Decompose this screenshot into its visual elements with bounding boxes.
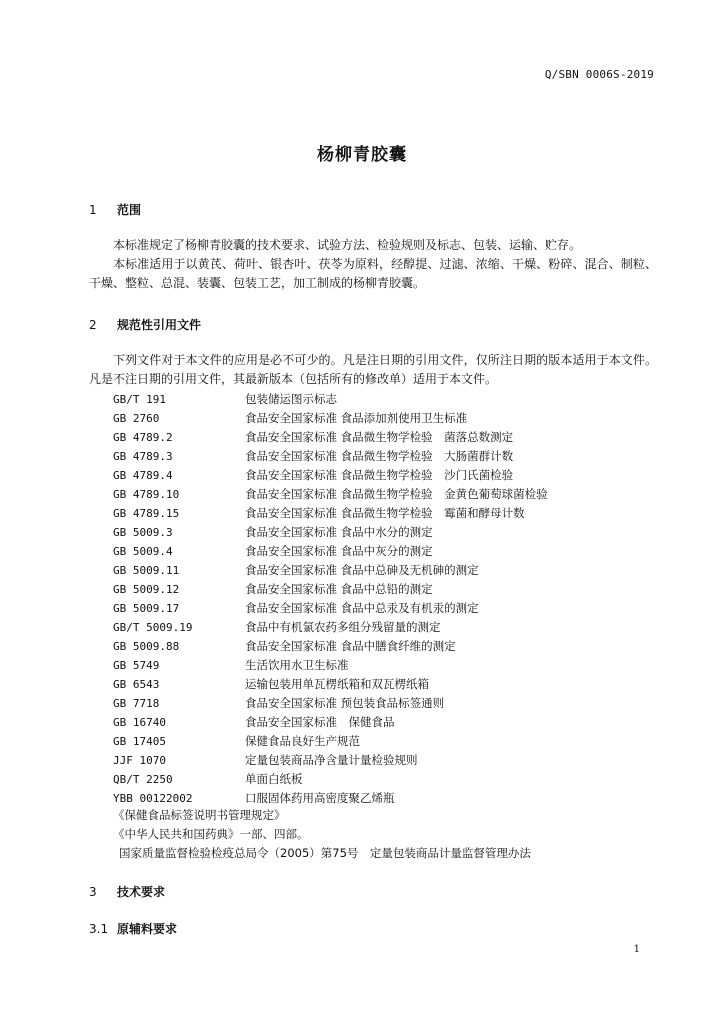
- normative-intro-paragraph: 下列文件对于本文件的应用是必不可少的。凡是注日期的引用文件，仅所注日期的版本适用于本文件。凡是不注日期的引用文件，其最新版本（包括所有的修改单）适用于本文件。: [89, 353, 657, 386]
- additional-reference-item: 《保健食品标签说明书管理规定》: [113, 808, 286, 822]
- reference-title: 食品安全国家标准 食品中总砷及无机砷的测定: [245, 563, 479, 577]
- reference-code: JJF 1070: [113, 754, 166, 767]
- section-title: 范围: [117, 203, 142, 217]
- reference-title: 食品安全国家标准 食品中总铅的测定: [245, 582, 433, 596]
- reference-code: GB 4789.10: [113, 488, 180, 501]
- reference-title: 食品安全国家标准 食品微生物学检验 霉菌和酵母计数: [245, 506, 525, 520]
- section-number: 3: [89, 885, 97, 899]
- reference-code: GB 17405: [113, 735, 166, 748]
- section-number: 2: [89, 318, 97, 332]
- section-heading-technical-requirements: [89, 883, 165, 900]
- section-number: 1: [89, 203, 97, 217]
- reference-item: [113, 523, 653, 542]
- page-number: 1: [633, 944, 640, 955]
- reference-item: [113, 770, 653, 789]
- reference-code: GB/T 5009.19: [113, 621, 193, 634]
- reference-item: [113, 618, 653, 637]
- scope-paragraph: 本标准适用于以黄芪、荷叶、银杏叶、茯苓为原料，经醇提、过滤、浓缩、干燥、粉碎、混合、制粒、干燥、整粒、总混、装囊、包装工艺，加工制成的杨柳青胶囊。: [89, 257, 657, 290]
- reference-title: 口服固体药用高密度聚乙烯瓶: [245, 791, 395, 805]
- reference-title: 定量包装商品净含量计量检验规则: [245, 753, 418, 767]
- reference-item: [113, 542, 653, 561]
- reference-item: [113, 637, 653, 656]
- reference-item: [113, 732, 653, 751]
- additional-reference-item: 国家质量监督检验检疫总局令（2005）第75号 定量包装商品计量监督管理办法: [119, 846, 531, 860]
- reference-title: 食品安全国家标准 食品微生物学检验 沙门氏菌检验: [245, 468, 514, 482]
- reference-title: 运输包装用单瓦楞纸箱和双瓦楞纸箱: [245, 677, 429, 691]
- reference-item: [113, 751, 653, 770]
- reference-code: GB 5009.12: [113, 583, 180, 596]
- section-title: 技术要求: [117, 885, 166, 899]
- reference-title: 生活饮用水卫生标准: [245, 658, 349, 672]
- reference-code: GB 5009.17: [113, 602, 180, 615]
- additional-reference-item: 《中华人民共和国药典》一部、四部。: [113, 827, 309, 841]
- section-title: 原辅料要求: [117, 922, 178, 936]
- reference-title: 包装储运图示标志: [245, 392, 337, 406]
- reference-item: [113, 428, 653, 447]
- reference-code: GB 4789.15: [113, 507, 180, 520]
- scope-paragraph: 本标准规定了杨柳青胶囊的技术要求、试验方法、检验规则及标志、包装、运输、贮存。: [113, 238, 582, 252]
- reference-code: GB 2760: [113, 412, 160, 425]
- reference-code: QB/T 2250: [113, 773, 173, 786]
- reference-item: [113, 561, 653, 580]
- reference-item: [113, 656, 653, 675]
- reference-title: 食品安全国家标准 食品中水分的测定: [245, 525, 433, 539]
- reference-code: GB 16740: [113, 716, 166, 729]
- reference-item: [113, 713, 653, 732]
- reference-item: [113, 694, 653, 713]
- reference-title: 食品安全国家标准 食品添加剂使用卫生标准: [245, 411, 468, 425]
- section-heading-raw-materials: [89, 920, 177, 937]
- reference-code: GB 4789.4: [113, 469, 173, 482]
- reference-title: 食品安全国家标准 食品中总汞及有机汞的测定: [245, 601, 479, 615]
- reference-item: [113, 599, 653, 618]
- reference-title: 保健食品良好生产规范: [245, 734, 360, 748]
- document-code: Q/SBN 0006S-2019: [544, 68, 654, 81]
- reference-item: [113, 580, 653, 599]
- reference-title: 单面白纸板: [245, 772, 303, 786]
- reference-code: GB 7718: [113, 697, 160, 710]
- reference-title: 食品安全国家标准 食品微生物学检验 菌落总数测定: [245, 430, 514, 444]
- reference-item: [113, 390, 653, 409]
- additional-reference-list: [113, 806, 531, 863]
- reference-code: GB/T 191: [113, 393, 166, 406]
- reference-item: [113, 485, 653, 504]
- section-title: 规范性引用文件: [117, 318, 202, 332]
- reference-code: GB 4789.3: [113, 450, 173, 463]
- reference-title: 食品安全国家标准 预包装食品标签通则: [245, 696, 445, 710]
- reference-code: GB 6543: [113, 678, 160, 691]
- reference-code: GB 5009.11: [113, 564, 180, 577]
- reference-item: [113, 675, 653, 694]
- reference-title: 食品安全国家标准 食品微生物学检验 金黄色葡萄球菌检验: [245, 487, 548, 501]
- reference-code: GB 5009.4: [113, 545, 173, 558]
- document-title: 杨柳青胶囊: [317, 145, 407, 165]
- reference-code: GB 5009.88: [113, 640, 180, 653]
- reference-title: 食品安全国家标准 食品中灰分的测定: [245, 544, 433, 558]
- reference-code: YBB 00122002: [113, 792, 193, 805]
- reference-code: GB 5009.3: [113, 526, 173, 539]
- reference-list: [113, 390, 653, 808]
- reference-code: GB 5749: [113, 659, 160, 672]
- reference-item: [113, 504, 653, 523]
- reference-title: 食品安全国家标准 食品微生物学检验 大肠菌群计数: [245, 449, 514, 463]
- section-heading-scope: [89, 201, 141, 218]
- reference-title: 食品安全国家标准 食品中膳食纤维的测定: [245, 639, 456, 653]
- reference-item: [113, 466, 653, 485]
- reference-title: 食品安全国家标准 保健食品: [245, 715, 395, 729]
- reference-item: [113, 447, 653, 466]
- reference-title: 食品中有机氯农药多组分残留量的测定: [245, 620, 441, 634]
- reference-item: [113, 409, 653, 428]
- reference-code: GB 4789.2: [113, 431, 173, 444]
- section-number: 3.1: [89, 922, 109, 936]
- section-heading-normative-references: [89, 316, 201, 333]
